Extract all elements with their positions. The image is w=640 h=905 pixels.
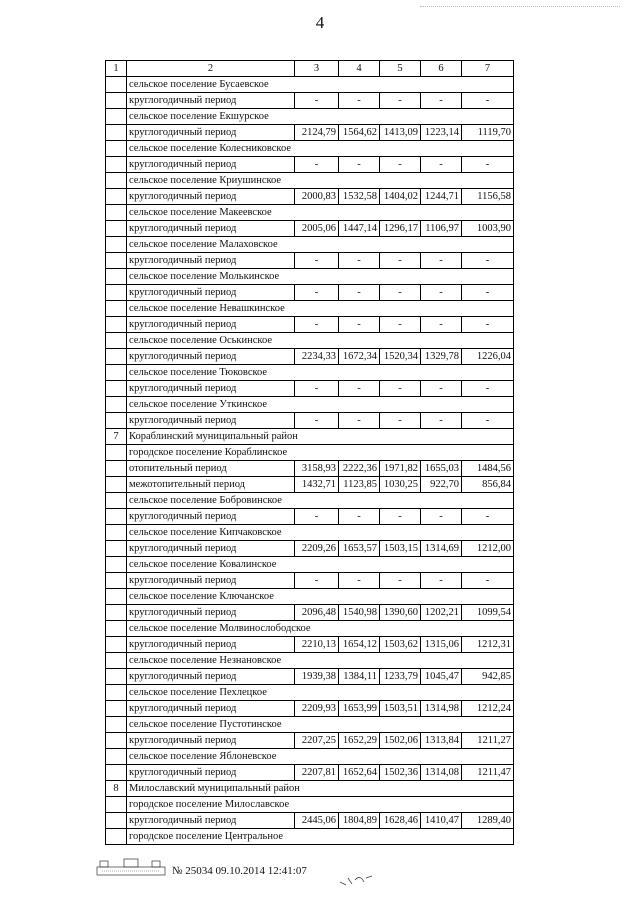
value-cell: -	[421, 285, 462, 301]
value-cell: -	[380, 157, 421, 173]
section-row	[106, 445, 514, 461]
period-label: круглогодичный период	[127, 157, 295, 173]
value-cell: -	[421, 509, 462, 525]
row-index	[106, 765, 127, 781]
section-row	[106, 781, 514, 797]
value-cell: -	[462, 157, 514, 173]
settlement-name: сельское поселение Яблоневское	[127, 749, 514, 765]
value-cell: 1099,54	[462, 605, 514, 621]
value-cell: 1202,21	[421, 605, 462, 621]
value-cell: 2005,06	[295, 221, 339, 237]
settlement-name: сельское поселение Ключанское	[127, 589, 514, 605]
settlement-name: городское поселение Кораблинское	[127, 445, 514, 461]
table-row	[106, 157, 514, 173]
period-label: круглогодичный период	[127, 733, 295, 749]
value-cell: 2222,36	[339, 461, 380, 477]
row-index	[106, 365, 127, 381]
registration-stamp	[172, 865, 307, 877]
value-cell: -	[339, 509, 380, 525]
table-row	[106, 509, 514, 525]
value-cell: 1226,04	[462, 349, 514, 365]
value-cell: 1030,25	[380, 477, 421, 493]
col-header: 5	[380, 61, 421, 77]
value-cell: -	[339, 285, 380, 301]
value-cell: 1503,15	[380, 541, 421, 557]
period-label: круглогодичный период	[127, 813, 295, 829]
period-label: круглогодичный период	[127, 509, 295, 525]
period-label: круглогодичный период	[127, 541, 295, 557]
period-label: отопительный период	[127, 461, 295, 477]
period-label: круглогодичный период	[127, 669, 295, 685]
row-index	[106, 381, 127, 397]
settlement-name: сельское поселение Молькинское	[127, 269, 514, 285]
value-cell: 1628,46	[380, 813, 421, 829]
row-index	[106, 205, 127, 221]
row-index	[106, 445, 127, 461]
value-cell: -	[462, 93, 514, 109]
value-cell: 1654,12	[339, 637, 380, 653]
value-cell: -	[339, 573, 380, 589]
value-cell: 1212,00	[462, 541, 514, 557]
table-row	[106, 317, 514, 333]
row-index	[106, 605, 127, 621]
value-cell: 1212,31	[462, 637, 514, 653]
table-row	[106, 93, 514, 109]
value-cell: -	[462, 573, 514, 589]
table-row	[106, 637, 514, 653]
value-cell: 1156,58	[462, 189, 514, 205]
settlement-name: городское поселение Милославское	[127, 797, 514, 813]
row-index	[106, 109, 127, 125]
value-cell: 1503,62	[380, 637, 421, 653]
section-row	[106, 237, 514, 253]
value-cell: -	[421, 413, 462, 429]
row-index	[106, 717, 127, 733]
row-index	[106, 413, 127, 429]
value-cell: 1233,79	[380, 669, 421, 685]
value-cell: 1804,89	[339, 813, 380, 829]
row-index	[106, 301, 127, 317]
value-cell: 1653,99	[339, 701, 380, 717]
table-row	[106, 765, 514, 781]
scan-marks	[420, 6, 620, 11]
value-cell: 1329,78	[421, 349, 462, 365]
row-index	[106, 669, 127, 685]
value-cell: -	[462, 253, 514, 269]
section-row	[106, 365, 514, 381]
row-index	[106, 797, 127, 813]
value-cell: 1971,82	[380, 461, 421, 477]
row-index	[106, 621, 127, 637]
settlement-name: сельское поселение Бусаевское	[127, 77, 514, 93]
row-index	[106, 493, 127, 509]
value-cell: 1410,47	[421, 813, 462, 829]
table-row	[106, 541, 514, 557]
row-index	[106, 189, 127, 205]
row-index	[106, 589, 127, 605]
value-cell: 1652,29	[339, 733, 380, 749]
value-cell: 1211,47	[462, 765, 514, 781]
settlement-name: сельское поселение Оськинское	[127, 333, 514, 349]
settlement-name: сельское поселение Пехлецкое	[127, 685, 514, 701]
row-index	[106, 93, 127, 109]
settlement-name: сельское поселение Колесниковское	[127, 141, 514, 157]
value-cell: 1289,40	[462, 813, 514, 829]
value-cell: -	[380, 253, 421, 269]
period-label: круглогодичный период	[127, 605, 295, 621]
value-cell: 1432,71	[295, 477, 339, 493]
value-cell: -	[295, 573, 339, 589]
value-cell: 2209,26	[295, 541, 339, 557]
row-index	[106, 237, 127, 253]
row-index	[106, 829, 127, 845]
value-cell: 1390,60	[380, 605, 421, 621]
settlement-name: Кораблинский муниципальный район	[127, 429, 514, 445]
value-cell: -	[339, 93, 380, 109]
row-index	[106, 77, 127, 93]
row-index	[106, 397, 127, 413]
table-row	[106, 221, 514, 237]
row-index	[106, 317, 127, 333]
value-cell: -	[421, 317, 462, 333]
value-cell: 1244,71	[421, 189, 462, 205]
row-index	[106, 733, 127, 749]
value-cell: 1564,62	[339, 125, 380, 141]
value-cell: 1447,14	[339, 221, 380, 237]
doc-number: № 25034	[172, 865, 213, 877]
value-cell: -	[421, 253, 462, 269]
value-cell: -	[421, 381, 462, 397]
settlement-name: сельское поселение Незнановское	[127, 653, 514, 669]
tariff-table	[105, 60, 514, 845]
value-cell: 1484,56	[462, 461, 514, 477]
value-cell: 2207,81	[295, 765, 339, 781]
value-cell: 2000,83	[295, 189, 339, 205]
value-cell: -	[380, 413, 421, 429]
value-cell: -	[421, 157, 462, 173]
section-row	[106, 333, 514, 349]
value-cell: 1212,24	[462, 701, 514, 717]
value-cell: 1223,14	[421, 125, 462, 141]
settlement-name: сельское поселение Малаховское	[127, 237, 514, 253]
table-row	[106, 413, 514, 429]
section-row	[106, 797, 514, 813]
value-cell: -	[295, 509, 339, 525]
settlement-name: сельское поселение Макеевское	[127, 205, 514, 221]
row-index	[106, 653, 127, 669]
value-cell: 2445,06	[295, 813, 339, 829]
section-row	[106, 589, 514, 605]
value-cell: 922,70	[421, 477, 462, 493]
value-cell: -	[462, 285, 514, 301]
row-index	[106, 125, 127, 141]
row-index	[106, 333, 127, 349]
table-row	[106, 573, 514, 589]
section-row	[106, 397, 514, 413]
value-cell: -	[462, 381, 514, 397]
period-label: круглогодичный период	[127, 765, 295, 781]
section-row	[106, 557, 514, 573]
value-cell: 942,85	[462, 669, 514, 685]
table-row	[106, 813, 514, 829]
settlement-name: Милославский муниципальный район	[127, 781, 514, 797]
settlement-name: сельское поселение Бобровинское	[127, 493, 514, 509]
section-row	[106, 77, 514, 93]
table-header-row	[106, 61, 514, 77]
value-cell: -	[421, 573, 462, 589]
settlement-name: городское поселение Центральное	[127, 829, 514, 845]
settlement-name: сельское поселение Невашкинское	[127, 301, 514, 317]
value-cell: -	[339, 157, 380, 173]
row-index	[106, 285, 127, 301]
period-label: межотопительный период	[127, 477, 295, 493]
value-cell: 1939,38	[295, 669, 339, 685]
table-row	[106, 253, 514, 269]
row-index	[106, 221, 127, 237]
section-row	[106, 525, 514, 541]
value-cell: -	[339, 381, 380, 397]
row-index	[106, 637, 127, 653]
table-row	[106, 189, 514, 205]
value-cell: 1502,36	[380, 765, 421, 781]
value-cell: 3158,93	[295, 461, 339, 477]
row-index	[106, 477, 127, 493]
section-row	[106, 717, 514, 733]
value-cell: -	[380, 573, 421, 589]
row-index	[106, 349, 127, 365]
period-label: круглогодичный период	[127, 221, 295, 237]
value-cell: -	[462, 317, 514, 333]
value-cell: 856,84	[462, 477, 514, 493]
value-cell: 1296,17	[380, 221, 421, 237]
value-cell: 1652,64	[339, 765, 380, 781]
period-label: круглогодичный период	[127, 253, 295, 269]
col-header: 1	[106, 61, 127, 77]
value-cell: 1119,70	[462, 125, 514, 141]
table-row	[106, 701, 514, 717]
section-row	[106, 109, 514, 125]
value-cell: -	[339, 413, 380, 429]
row-index	[106, 685, 127, 701]
table-row	[106, 461, 514, 477]
row-index	[106, 141, 127, 157]
section-row	[106, 301, 514, 317]
value-cell: -	[380, 93, 421, 109]
section-row	[106, 141, 514, 157]
settlement-name: сельское поселение Уткинское	[127, 397, 514, 413]
value-cell: 1532,58	[339, 189, 380, 205]
col-header: 3	[295, 61, 339, 77]
period-label: круглогодичный период	[127, 93, 295, 109]
value-cell: -	[295, 93, 339, 109]
settlement-name: сельское поселение Тюковское	[127, 365, 514, 381]
period-label: круглогодичный период	[127, 125, 295, 141]
row-index	[106, 813, 127, 829]
section-row	[106, 685, 514, 701]
section-row	[106, 621, 514, 637]
settlement-name: сельское поселение Криушинское	[127, 173, 514, 189]
table-row	[106, 477, 514, 493]
settlement-name: сельское поселение Пустотинское	[127, 717, 514, 733]
value-cell: -	[380, 285, 421, 301]
table-row	[106, 125, 514, 141]
value-cell: 1211,27	[462, 733, 514, 749]
settlement-name: сельское поселение Ковалинское	[127, 557, 514, 573]
table-row	[106, 381, 514, 397]
value-cell: 2096,48	[295, 605, 339, 621]
settlement-name: сельское поселение Екшурское	[127, 109, 514, 125]
value-cell: -	[380, 381, 421, 397]
settlement-name: сельское поселение Кипчаковское	[127, 525, 514, 541]
page-number: 4	[315, 13, 325, 32]
signature-mark-icon	[338, 868, 378, 888]
value-cell: 1314,08	[421, 765, 462, 781]
value-cell: 1672,34	[339, 349, 380, 365]
period-label: круглогодичный период	[127, 317, 295, 333]
value-cell: -	[295, 157, 339, 173]
value-cell: 1540,98	[339, 605, 380, 621]
section-row	[106, 749, 514, 765]
period-label: круглогодичный период	[127, 701, 295, 717]
period-label: круглогодичный период	[127, 413, 295, 429]
row-index	[106, 253, 127, 269]
settlement-name: сельское поселение Молвинослободское	[127, 621, 514, 637]
table-row	[106, 605, 514, 621]
value-cell: -	[295, 253, 339, 269]
row-index: 7	[106, 429, 127, 445]
table-row	[106, 733, 514, 749]
value-cell: 1045,47	[421, 669, 462, 685]
section-row	[106, 653, 514, 669]
period-label: круглогодичный период	[127, 285, 295, 301]
col-header: 4	[339, 61, 380, 77]
table-row	[106, 285, 514, 301]
row-index	[106, 157, 127, 173]
value-cell: -	[462, 413, 514, 429]
value-cell: 2210,13	[295, 637, 339, 653]
value-cell: -	[295, 413, 339, 429]
section-row	[106, 429, 514, 445]
value-cell: 1123,85	[339, 477, 380, 493]
row-index	[106, 509, 127, 525]
value-cell: -	[339, 317, 380, 333]
value-cell: 1106,97	[421, 221, 462, 237]
col-header: 6	[421, 61, 462, 77]
period-label: круглогодичный период	[127, 573, 295, 589]
section-row	[106, 269, 514, 285]
row-index: 8	[106, 781, 127, 797]
value-cell: 2124,79	[295, 125, 339, 141]
period-label: круглогодичный период	[127, 189, 295, 205]
row-index	[106, 573, 127, 589]
period-label: круглогодичный период	[127, 381, 295, 397]
value-cell: -	[339, 253, 380, 269]
value-cell: 2209,93	[295, 701, 339, 717]
row-index	[106, 269, 127, 285]
col-header: 7	[462, 61, 514, 77]
section-row	[106, 493, 514, 509]
value-cell: -	[295, 381, 339, 397]
section-row	[106, 829, 514, 845]
table-row	[106, 669, 514, 685]
table-row	[106, 349, 514, 365]
period-label: круглогодичный период	[127, 637, 295, 653]
value-cell: 1520,34	[380, 349, 421, 365]
value-cell: -	[295, 317, 339, 333]
value-cell: 1404,02	[380, 189, 421, 205]
value-cell: -	[295, 285, 339, 301]
timestamp: 09.10.2014 12:41:07	[215, 865, 307, 877]
value-cell: 1003,90	[462, 221, 514, 237]
value-cell: 1314,69	[421, 541, 462, 557]
table-body	[106, 77, 514, 845]
value-cell: 1502,06	[380, 733, 421, 749]
row-index	[106, 525, 127, 541]
value-cell: 1315,06	[421, 637, 462, 653]
value-cell: 1313,84	[421, 733, 462, 749]
value-cell: -	[421, 93, 462, 109]
registry-stamp-icon	[96, 858, 166, 876]
row-index	[106, 701, 127, 717]
value-cell: 1503,51	[380, 701, 421, 717]
period-label: круглогодичный период	[127, 349, 295, 365]
row-index	[106, 557, 127, 573]
value-cell: 1655,03	[421, 461, 462, 477]
value-cell: -	[380, 317, 421, 333]
value-cell: 2207,25	[295, 733, 339, 749]
col-header: 2	[127, 61, 295, 77]
value-cell: 1413,09	[380, 125, 421, 141]
value-cell: 2234,33	[295, 349, 339, 365]
value-cell: 1384,11	[339, 669, 380, 685]
row-index	[106, 173, 127, 189]
row-index	[106, 541, 127, 557]
value-cell: -	[380, 509, 421, 525]
value-cell: 1314,98	[421, 701, 462, 717]
value-cell: -	[462, 509, 514, 525]
value-cell: 1653,57	[339, 541, 380, 557]
row-index	[106, 749, 127, 765]
row-index	[106, 461, 127, 477]
section-row	[106, 173, 514, 189]
section-row	[106, 205, 514, 221]
